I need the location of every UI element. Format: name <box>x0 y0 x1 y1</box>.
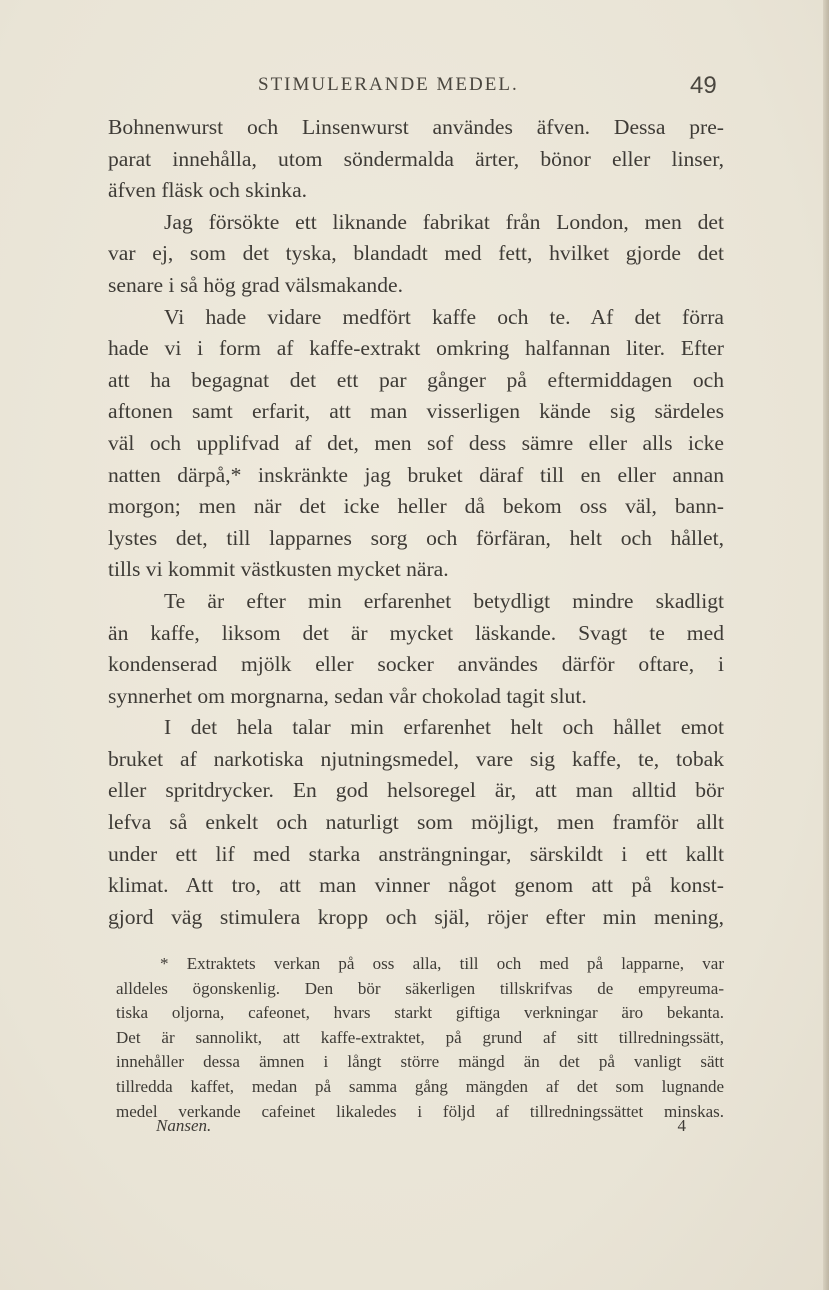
body-line: natten därpå,* inskränkte jag bruket däraf till en eller annan <box>108 462 724 487</box>
body-line: Vi hade vidare medfört kaffe och te. Af det förra <box>164 304 724 329</box>
body-line: eller spritdrycker. En god helsoregel är, att man alltid bör <box>108 778 724 803</box>
body-line: Jag försökte ett liknande fabrikat från London, men det <box>164 209 724 234</box>
body-line: Te är efter min erfarenhet betydligt mindre skadligt <box>164 588 724 613</box>
body-line: än kaffe, liksom det är mycket läskande. Svagt te med <box>108 620 724 645</box>
body-line: väl och upplifvad af det, men sof dess sämre eller alls icke <box>108 430 724 455</box>
body-line: Bohnenwurst och Linsenwurst användes äfven. Dessa pre- <box>108 115 724 139</box>
page-header <box>0 70 829 102</box>
signature-row <box>156 1116 686 1140</box>
body-line: hade vi i form af kaffe-extrakt omkring halfannan liter. Efter <box>108 336 724 361</box>
footnote-line: tiska oljorna, cafeonet, hvars starkt giftiga verkningar äro bekanta. <box>116 1003 724 1023</box>
body-line: lystes det, till lapparnes sorg och förfäran, helt och hållet, <box>108 525 724 550</box>
author-signature: Nansen. <box>156 1116 212 1135</box>
body-line: synnerhet om morgnarna, sedan vår chokolad tagit slut. <box>108 683 587 708</box>
page-number: 49 <box>690 72 717 99</box>
footnote-line: tillredda kaffet, medan på samma gång mängden af det som lugnande <box>116 1076 724 1096</box>
body-line: parat innehålla, utom söndermalda ärter, bönor eller linser, <box>108 146 724 171</box>
body-line: äfven fläsk och skinka. <box>108 178 308 203</box>
body-line: tills vi kommit västkusten mycket nära. <box>108 557 449 582</box>
footnote-line: * Extraktets verkan på oss alla, till och med på lapparne, var <box>160 954 724 973</box>
body-line: klimat. Att tro, att man vinner något genom att på konst- <box>108 873 724 898</box>
sheet-mark: 4 <box>677 1116 686 1135</box>
body-line: var ej, som det tyska, blandadt med fett, hvilket gjorde det <box>108 241 724 266</box>
body-text <box>108 112 724 933</box>
body-line: I det hela talar min erfarenhet helt och hållet emot <box>164 715 724 740</box>
running-head: STIMULERANDE MEDEL. <box>258 74 519 95</box>
body-line: aftonen samt erfarit, att man visserligen kände sig särdeles <box>108 399 724 424</box>
body-line: under ett lif med starka ansträngningar, särskildt i ett kallt <box>108 841 724 866</box>
footnote-block <box>116 952 724 1124</box>
page-edge-shadow <box>823 0 829 1290</box>
body-line: bruket af narkotiska njutningsmedel, vare sig kaffe, te, tobak <box>108 746 724 771</box>
footnote-line: innehåller dessa ämnen i långt större mängd än det på vanligt sätt <box>116 1052 724 1072</box>
body-line: morgon; men när det icke heller då bekom oss väl, bann- <box>108 494 724 519</box>
footnote-line: Det är sannolikt, att kaffe-extraktet, på grund af sitt tillredningssätt, <box>116 1027 724 1047</box>
body-line: att ha begagnat det ett par gånger på eftermiddagen och <box>108 367 724 392</box>
footnote-line: medel verkande cafeinet likaledes i följd af tillredningssättet minskas. <box>116 1101 724 1121</box>
body-line: kondenserad mjölk eller socker användes därför oftare, i <box>108 652 724 677</box>
body-line: gjord väg stimulera kropp och själ, röjer efter min mening, <box>108 904 724 929</box>
footnote-line: alldeles ögonskenlig. Den bör säkerligen tillskrifvas de empyreuma- <box>116 978 724 998</box>
body-line: senare i så hög grad välsmakande. <box>108 272 404 297</box>
body-line: lefva så enkelt och naturligt som möjligt, men framför allt <box>108 810 724 835</box>
